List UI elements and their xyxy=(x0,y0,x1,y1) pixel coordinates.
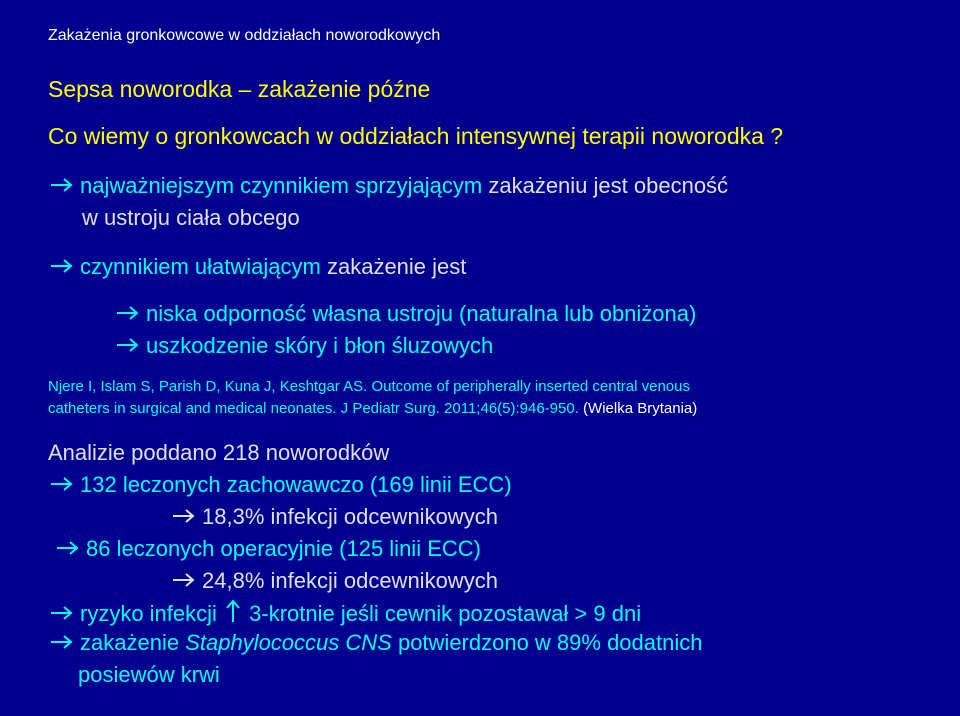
species-name: Staphylococcus CNS xyxy=(185,630,392,655)
right-arrow-icon xyxy=(50,474,74,494)
confirmation-text-a: zakażenie xyxy=(80,630,186,655)
right-arrow-icon xyxy=(116,335,140,355)
right-arrow-icon xyxy=(50,256,74,276)
point1-text: zakażeniu jest obecność xyxy=(482,173,729,198)
analysis-rate-text: 18,3% infekcji odcewnikowych xyxy=(202,504,498,529)
analysis-conservative xyxy=(50,472,512,498)
key-question: Co wiemy o gronkowcach w oddziałach intensywnej terapii noworodka ? xyxy=(48,123,784,149)
point1-highlight: najważniejszym czynnikiem sprzyjającym xyxy=(80,173,483,198)
point-facilitating-factor xyxy=(50,254,466,280)
point-foreign-body xyxy=(50,173,728,199)
subpoint-skin xyxy=(116,333,493,359)
right-arrow-icon xyxy=(50,632,74,652)
analysis-surgical xyxy=(56,536,481,562)
slide-title: Sepsa noworodka – zakażenie późne xyxy=(48,76,431,102)
right-arrow-icon xyxy=(172,506,196,526)
subpoint-immunity xyxy=(116,301,696,327)
risk-text-a: ryzyko infekcji xyxy=(80,601,217,626)
analysis-item-text: 132 leczonych zachowawczo (169 linii ECC) xyxy=(80,472,512,497)
reference-country: (Wielka Brytania) xyxy=(578,400,698,417)
risk-text-b: 3-krotnie jeśli cewnik pozostawał > 9 dni xyxy=(249,601,642,626)
point2-highlight: czynnikiem ułatwiającym xyxy=(80,254,321,279)
analysis-confirmation xyxy=(50,630,703,656)
reference-line1: Njere I, Islam S, Parish D, Kuna J, Keshtgar AS. Outcome of peripherally inserted central venous xyxy=(48,378,690,395)
right-arrow-icon xyxy=(116,303,140,323)
analysis-confirmation-line2: posiewów krwi xyxy=(78,662,220,687)
analysis-risk xyxy=(50,599,641,627)
reference-citation: catheters in surgical and medical neonates. J Pediatr Surg. 2011;46(5):946-950. xyxy=(48,400,579,417)
slide-header: Zakażenia gronkowcowe w oddziałach noworodkowych xyxy=(48,27,441,44)
analysis-rate-text: 24,8% infekcji odcewnikowych xyxy=(202,568,498,593)
point2-text: zakażenie jest xyxy=(320,254,467,279)
subpoint-text: uszkodzenie skóry i błon śluzowych xyxy=(146,333,494,358)
analysis-conservative-rate xyxy=(172,504,498,530)
up-arrow-icon xyxy=(223,601,243,626)
reference-line2 xyxy=(48,400,697,417)
right-arrow-icon xyxy=(50,175,74,195)
analysis-heading: Analizie poddano 218 noworodków xyxy=(48,440,390,465)
confirmation-text-b: potwierdzono w 89% dodatnich xyxy=(391,630,703,655)
analysis-surgical-rate xyxy=(172,568,498,594)
right-arrow-icon xyxy=(56,538,80,558)
subpoint-text: niska odporność własna ustroju (naturalna lub obniżona) xyxy=(146,301,697,326)
right-arrow-icon xyxy=(50,603,74,623)
point1-line2: w ustroju ciała obcego xyxy=(82,205,300,230)
right-arrow-icon xyxy=(172,570,196,590)
analysis-item-text: 86 leczonych operacyjnie (125 linii ECC) xyxy=(86,536,481,561)
